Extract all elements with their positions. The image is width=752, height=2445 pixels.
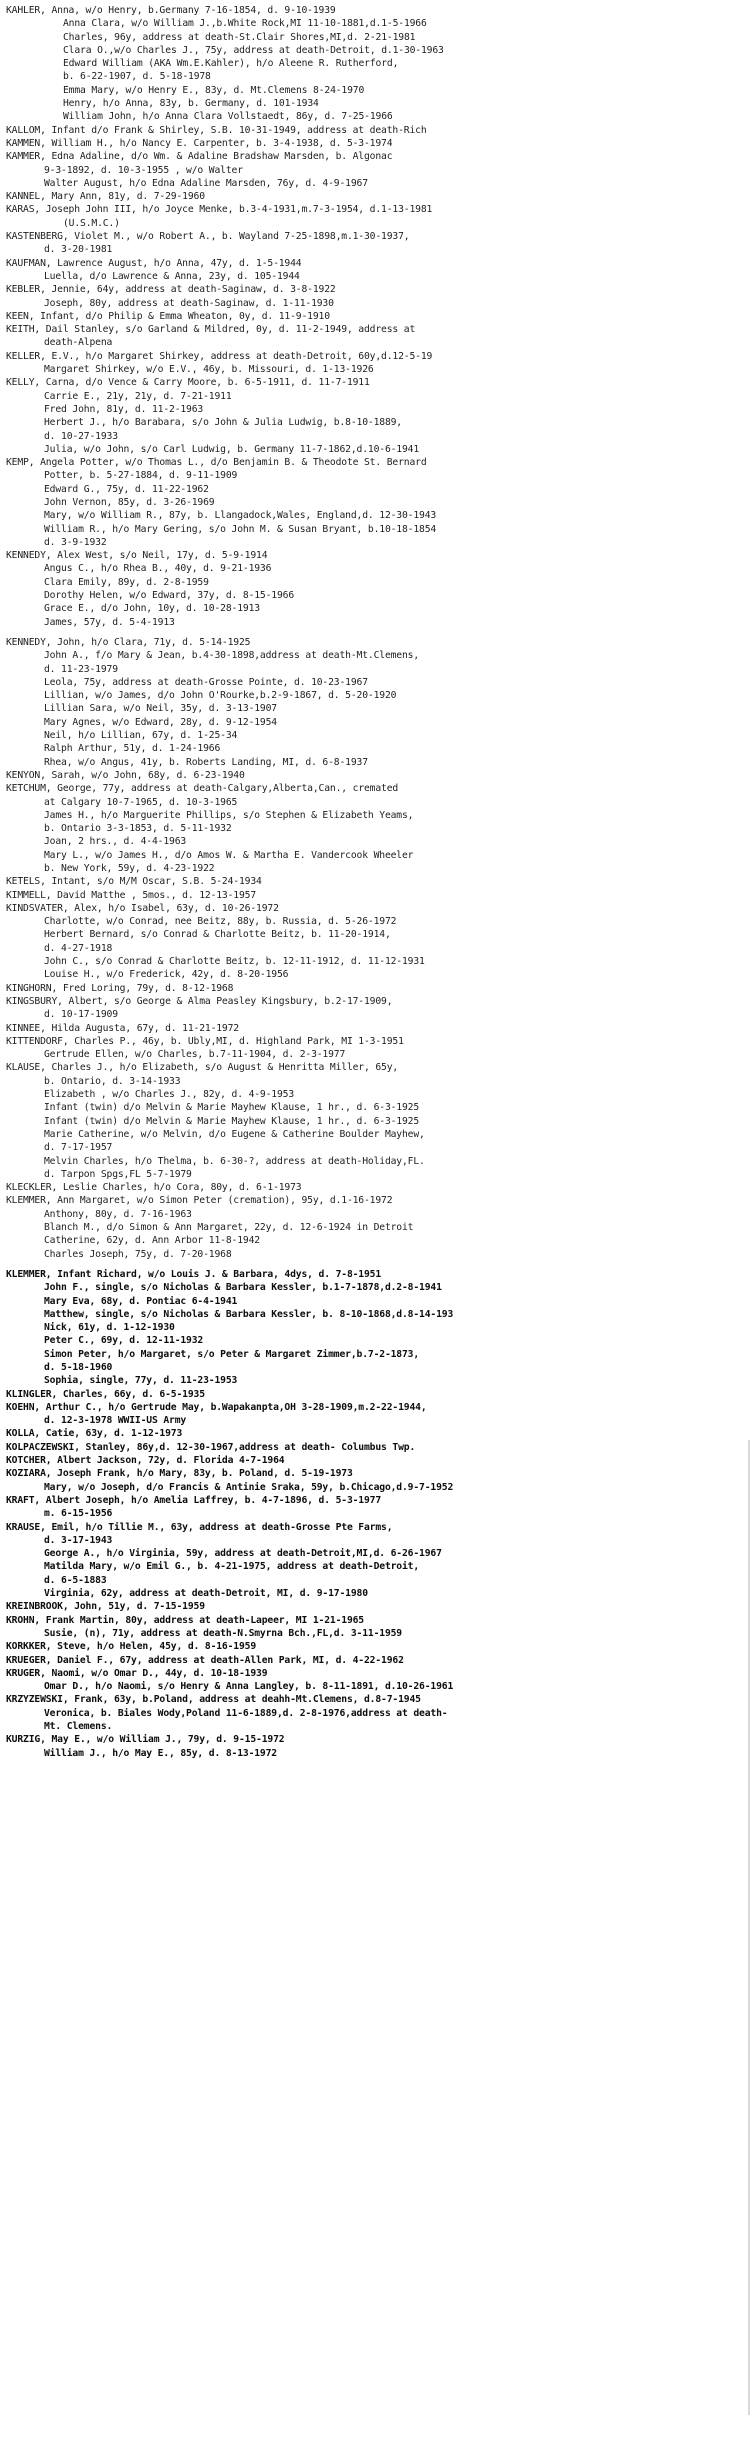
record-entry: KREINBROOK, John, 51y, d. 7-15-1959 <box>6 1601 205 1613</box>
record-continuation: Blanch M., d/o Simon & Ann Margaret, 22y, d. 12-6-1924 in Detroit <box>44 1222 414 1234</box>
record-continuation: William John, h/o Anna Clara Vollstaedt, 86y, d. 7-25-1966 <box>63 111 393 123</box>
record-continuation: d. 7-17-1957 <box>44 1142 113 1154</box>
record-continuation: Julia, w/o John, s/o Carl Ludwig, b. Germany 11-7-1862,d.10-6-1941 <box>44 443 420 455</box>
record-continuation: George A., h/o Virginia, 59y, address at death-Detroit,MI,d. 6-26-1967 <box>44 1548 442 1560</box>
record-continuation: d. 12-3-1978 WWII-US Army <box>44 1415 187 1427</box>
record-entry: KRZYZEWSKI, Frank, 63y, b.Poland, address at deahh-Mt.Clemens, d.8-7-1945 <box>6 1694 421 1706</box>
record-entry: KIMMELL, David Matthe , 5mos., d. 12-13-1957 <box>6 889 257 901</box>
record-continuation: Marie Catherine, w/o Melvin, d/o Eugene & Catherine Boulder Mayhew, <box>44 1128 425 1140</box>
record-continuation: Carrie E., 21y, 21y, d. 7-21-1911 <box>44 390 232 402</box>
record-continuation: b. New York, 59y, d. 4-23-1922 <box>44 863 215 874</box>
record-list <box>6 4 746 1760</box>
record-continuation: Lillian, w/o James, d/o John O'Rourke,b.2-9-1867, d. 5-20-1920 <box>44 690 397 702</box>
record-continuation: Joan, 2 hrs., d. 4-4-1963 <box>44 836 187 848</box>
record-entry: KETCHUM, George, 77y, address at death-Calgary,Alberta,Can., cremated <box>6 783 399 795</box>
record-entry: KLEMMER, Ann Margaret, w/o Simon Peter (cremation), 95y, d.1-16-1972 <box>6 1195 393 1207</box>
record-entry: KAUFMAN, Lawrence August, h/o Anna, 47y, d. 1-5-1944 <box>6 257 302 269</box>
record-continuation: Peter C., 69y, d. 12-11-1932 <box>44 1335 204 1347</box>
record-continuation: Louise H., w/o Frederick, 42y, d. 8-20-1956 <box>44 969 289 981</box>
record-entry: KOLPACZEWSKI, Stanley, 86y,d. 12-30-1967,address at death- Columbus Twp. <box>6 1441 416 1453</box>
record-entry: KINNEE, Hilda Augusta, 67y, d. 11-21-1972 <box>6 1022 239 1034</box>
record-continuation: at Calgary 10-7-1965, d. 10-3-1965 <box>44 796 238 808</box>
record-entry: KOEHN, Arthur C., h/o Gertrude May, b.Wapakanpta,OH 3-28-1909,m.2-22-1944, <box>6 1401 427 1413</box>
record-continuation: Nick, 61y, d. 1-12-1930 <box>44 1322 175 1334</box>
record-entry: KURZIG, May E., w/o William J., 79y, d. 9-15-1972 <box>6 1734 285 1746</box>
record-entry: KITTENDORF, Charles P., 46y, b. Ubly,MI, d. Highland Park, MI 1-3-1951 <box>6 1035 404 1047</box>
record-entry: KEMP, Angela Potter, w/o Thomas L., d/o Benjamin B. & Theodote St. Bernard <box>6 457 427 469</box>
record-continuation: d. 3-20-1981 <box>44 244 113 256</box>
record-continuation: Ralph Arthur, 51y, d. 1-24-1966 <box>44 743 221 755</box>
document-page <box>6 4 746 1760</box>
section-gap <box>6 1261 746 1268</box>
record-entry: KALLOM, Infant d/o Frank & Shirley, S.B. 10-31-1949, address at death-Rich <box>6 124 427 136</box>
record-continuation: Lillian Sara, w/o Neil, 35y, d. 3-13-1907 <box>44 703 277 715</box>
record-continuation: Matthew, single, s/o Nicholas & Barbara Kessler, b. 8-10-1868,d.8-14-193 <box>44 1308 454 1320</box>
record-entry: KAHLER, Anna, w/o Henry, b.Germany 7-16-1854, d. 9-10-1939 <box>6 5 336 16</box>
record-entry: KETELS, Intant, s/o M/M Oscar, S.B. 5-24-1934 <box>6 876 262 888</box>
record-continuation: Elizabeth , w/o Charles J., 82y, d. 4-9-1953 <box>44 1089 295 1101</box>
record-entry: KOZIARA, Joseph Frank, h/o Mary, 83y, b. Poland, d. 5-19-1973 <box>6 1468 353 1480</box>
record-entry: KINGSBURY, Albert, s/o George & Alma Peasley Kingsbury, b.2-17-1909, <box>6 995 393 1007</box>
record-continuation: (U.S.M.C.) <box>63 217 120 229</box>
record-continuation: Mary, w/o Joseph, d/o Francis & Antinie Sraka, 59y, b.Chicago,d.9-7-1952 <box>44 1481 454 1493</box>
record-continuation: b. Ontario 3-3-1853, d. 5-11-1932 <box>44 823 232 835</box>
record-continuation: Anthony, 80y, d. 7-16-1963 <box>44 1208 192 1220</box>
record-continuation: Catherine, 62y, d. Ann Arbor 11-8-1942 <box>44 1235 260 1247</box>
record-continuation: Luella, d/o Lawrence & Anna, 23y, d. 105-1944 <box>44 270 300 282</box>
record-continuation: Edward G., 75y, d. 11-22-1962 <box>44 483 209 495</box>
record-continuation: Grace E., d/o John, 10y, d. 10-28-1913 <box>44 603 260 615</box>
record-continuation: Leola, 75y, address at death-Grosse Pointe, d. 10-23-1967 <box>44 676 368 688</box>
record-entry: KINGHORN, Fred Loring, 79y, d. 8-12-1968 <box>6 982 234 994</box>
record-continuation: d. 11-23-1979 <box>44 663 118 675</box>
record-continuation: Mary Agnes, w/o Edward, 28y, d. 9-12-1954 <box>44 716 277 728</box>
record-continuation: Susie, (n), 71y, address at death-N.Smyrna Bch.,FL,d. 3-11-1959 <box>44 1627 402 1639</box>
record-entry: KEEN, Infant, d/o Philip & Emma Wheaton, 0y, d. 11-9-1910 <box>6 310 330 322</box>
record-entry: KELLER, E.V., h/o Margaret Shirkey, address at death-Detroit, 60y,d.12-5-19 <box>6 350 433 362</box>
record-continuation: William J., h/o May E., 85y, d. 8-13-1972 <box>44 1747 277 1759</box>
record-continuation: Sophia, single, 77y, d. 11-23-1953 <box>44 1375 238 1387</box>
record-entry: KENNEDY, Alex West, s/o Neil, 17y, d. 5-9-1914 <box>6 550 268 562</box>
record-entry: KOLLA, Catie, 63y, d. 1-12-1973 <box>6 1428 183 1440</box>
record-continuation: d. 10-17-1909 <box>44 1009 118 1021</box>
record-continuation: Mary, w/o William R., 87y, b. Llangadock,Wales, England,d. 12-30-1943 <box>44 510 437 522</box>
record-entry: KAMMEN, William H., h/o Nancy E. Carpenter, b. 3-4-1938, d. 5-3-1974 <box>6 137 393 149</box>
record-entry: KOTCHER, Albert Jackson, 72y, d. Florida 4-7-1964 <box>6 1455 285 1467</box>
record-continuation: James H., h/o Marguerite Phillips, s/o Stephen & Elizabeth Yeams, <box>44 809 414 821</box>
record-continuation: Infant (twin) d/o Melvin & Marie Mayhew Klause, 1 hr., d. 6-3-1925 <box>44 1115 420 1127</box>
record-entry: KLAUSE, Charles J., h/o Elizabeth, s/o August & Henritta Miller, 65y, <box>6 1062 399 1074</box>
record-continuation: Charlotte, w/o Conrad, nee Beitz, 88y, b. Russia, d. 5-26-1972 <box>44 916 397 928</box>
record-continuation: Melvin Charles, h/o Thelma, b. 6-30-?, address at death-Holiday,FL. <box>44 1155 425 1167</box>
record-continuation: d. 3-9-1932 <box>44 536 107 548</box>
record-continuation: Herbert Bernard, s/o Conrad & Charlotte Beitz, b. 11-20-1914, <box>44 929 391 941</box>
record-continuation: Mary L., w/o James H., d/o Amos W. & Martha E. Vandercook Wheeler <box>44 849 414 861</box>
record-continuation: Mary Eva, 68y, d. Pontiac 6-4-1941 <box>44 1295 238 1307</box>
record-continuation: Virginia, 62y, address at death-Detroit, MI, d. 9-17-1980 <box>44 1588 368 1600</box>
record-entry: KENNEDY, John, h/o Clara, 71y, d. 5-14-1925 <box>6 636 251 648</box>
record-continuation: death-Alpena <box>44 337 113 349</box>
record-continuation: b. Ontario, d. 3-14-1933 <box>44 1075 181 1087</box>
record-continuation: Mt. Clemens. <box>44 1721 113 1732</box>
record-continuation: Margaret Shirkey, w/o E.V., 46y, b. Missouri, d. 1-13-1926 <box>44 364 374 376</box>
record-continuation: Charles, 96y, address at death-St.Clair Shores,MI,d. 2-21-1981 <box>63 31 416 43</box>
record-continuation: Charles Joseph, 75y, d. 7-20-1968 <box>44 1248 232 1260</box>
record-continuation: William R., h/o Mary Gering, s/o John M. & Susan Bryant, b.10-18-1854 <box>44 523 437 535</box>
record-entry: KLECKLER, Leslie Charles, h/o Cora, 80y, d. 6-1-1973 <box>6 1182 302 1194</box>
record-continuation: Edward William (AKA Wm.E.Kahler), h/o Aleene R. Rutherford, <box>63 58 399 70</box>
record-continuation: Fred John, 81y, d. 11-2-1963 <box>44 403 204 415</box>
record-continuation: d. 6-5-1883 <box>44 1574 107 1586</box>
record-entry: KEITH, Dail Stanley, s/o Garland & Mildred, 0y, d. 11-2-1949, address at <box>6 324 416 336</box>
record-entry: KRUEGER, Daniel F., 67y, address at death-Allen Park, MI, d. 4-22-1962 <box>6 1654 404 1666</box>
record-continuation: Infant (twin) d/o Melvin & Marie Mayhew Klause, 1 hr., d. 6-3-1925 <box>44 1102 420 1114</box>
record-continuation: Clara Emily, 89y, d. 2-8-1959 <box>44 576 209 588</box>
record-entry: KENYON, Sarah, w/o John, 68y, d. 6-23-1940 <box>6 769 245 781</box>
record-continuation: Simon Peter, h/o Margaret, s/o Peter & Margaret Zimmer,b.7-2-1873, <box>44 1348 420 1360</box>
record-continuation: d. 5-18-1960 <box>44 1361 113 1373</box>
record-entry: KLINGLER, Charles, 66y, d. 6-5-1935 <box>6 1388 205 1400</box>
record-entry: KEBLER, Jennie, 64y, address at death-Saginaw, d. 3-8-1922 <box>6 284 336 296</box>
record-continuation: Walter August, h/o Edna Adaline Marsden, 76y, d. 4-9-1967 <box>44 177 368 189</box>
record-continuation: d. 4-27-1918 <box>44 942 113 954</box>
record-entry: KLEMMER, Infant Richard, w/o Louis J. & Barbara, 4dys, d. 7-8-1951 <box>6 1268 382 1280</box>
record-continuation: 9-3-1892, d. 10-3-1955 , w/o Walter <box>44 164 243 176</box>
record-continuation: d. Tarpon Spgs,FL 5-7-1979 <box>44 1168 192 1180</box>
record-entry: KROHN, Frank Martin, 80y, address at death-Lapeer, MI 1-21-1965 <box>6 1614 364 1626</box>
record-continuation: Matilda Mary, w/o Emil G., b. 4-21-1975, address at death-Detroit, <box>44 1561 420 1573</box>
record-entry: KELLY, Carna, d/o Vence & Carry Moore, b. 6-5-1911, d. 11-7-1911 <box>6 377 370 389</box>
record-continuation: Herbert J., h/o Barabara, s/o John & Julia Ludwig, b.8-10-1889, <box>44 417 402 429</box>
scan-shadow <box>748 1440 750 2415</box>
record-continuation: John Vernon, 85y, d. 3-26-1969 <box>44 496 215 508</box>
record-continuation: Angus C., h/o Rhea B., 40y, d. 9-21-1936 <box>44 563 272 575</box>
record-entry: KINDSVATER, Alex, h/o Isabel, 63y, d. 10-26-1972 <box>6 902 279 914</box>
record-entry: KAMMER, Edna Adaline, d/o Wm. & Adaline Bradshaw Marsden, b. Algonac <box>6 151 393 163</box>
record-entry: KANNEL, Mary Ann, 81y, d. 7-29-1960 <box>6 191 205 203</box>
section-gap <box>6 629 746 636</box>
record-continuation: Omar D., h/o Naomi, s/o Henry & Anna Langley, b. 8-11-1891, d.10-26-1961 <box>44 1681 454 1693</box>
record-continuation: Neil, h/o Lillian, 67y, d. 1-25-34 <box>44 730 238 742</box>
record-continuation: Veronica, b. Biales Wody,Poland 11-6-1889,d. 2-8-1976,address at death- <box>44 1707 448 1719</box>
record-continuation: b. 6-22-1907, d. 5-18-1978 <box>63 71 211 83</box>
record-continuation: Rhea, w/o Angus, 41y, b. Roberts Landing, MI, d. 6-8-1937 <box>44 756 368 768</box>
record-entry: KRUGER, Naomi, w/o Omar D., 44y, d. 10-18-1939 <box>6 1667 268 1679</box>
record-continuation: d. 3-17-1943 <box>44 1534 113 1546</box>
record-continuation: Potter, b. 5-27-1884, d. 9-11-1909 <box>44 470 238 482</box>
record-continuation: Dorothy Helen, w/o Edward, 37y, d. 8-15-1966 <box>44 590 295 602</box>
record-continuation: Anna Clara, w/o William J.,b.White Rock,MI 11-10-1881,d.1-5-1966 <box>63 18 427 30</box>
record-continuation: Emma Mary, w/o Henry E., 83y, d. Mt.Clemens 8-24-1970 <box>63 84 365 96</box>
record-continuation: m. 6-15-1956 <box>44 1508 113 1520</box>
record-continuation: John C., s/o Conrad & Charlotte Beitz, b. 12-11-1912, d. 11-12-1931 <box>44 956 425 968</box>
record-continuation: Gertrude Ellen, w/o Charles, b.7-11-1904, d. 2-3-1977 <box>44 1049 346 1061</box>
record-entry: KRAUSE, Emil, h/o Tillie M., 63y, address at death-Grosse Pte Farms, <box>6 1521 393 1533</box>
record-continuation: James, 57y, d. 5-4-1913 <box>44 616 175 628</box>
record-entry: KARAS, Joseph John III, h/o Joyce Menke, b.3-4-1931,m.7-3-1954, d.1-13-1981 <box>6 204 433 216</box>
record-continuation: Clara O.,w/o Charles J., 75y, address at death-Detroit, d.1-30-1963 <box>63 44 444 56</box>
record-continuation: John A., f/o Mary & Jean, b.4-30-1898,address at death-Mt.Clemens, <box>44 650 420 662</box>
record-continuation: Henry, h/o Anna, 83y, b. Germany, d. 101-1934 <box>63 98 319 110</box>
record-continuation: d. 10-27-1933 <box>44 430 118 442</box>
record-continuation: John F., single, s/o Nicholas & Barbara Kessler, b.1-7-1878,d.2-8-1941 <box>44 1282 442 1294</box>
record-entry: KORKKER, Steve, h/o Helen, 45y, d. 8-16-1959 <box>6 1641 257 1653</box>
record-continuation: Joseph, 80y, address at death-Saginaw, d. 1-11-1930 <box>44 297 334 309</box>
record-entry: KASTENBERG, Violet M., w/o Robert A., b. Wayland 7-25-1898,m.1-30-1937, <box>6 231 410 243</box>
record-entry: KRAFT, Albert Joseph, h/o Amelia Laffrey, b. 4-7-1896, d. 5-3-1977 <box>6 1494 382 1506</box>
